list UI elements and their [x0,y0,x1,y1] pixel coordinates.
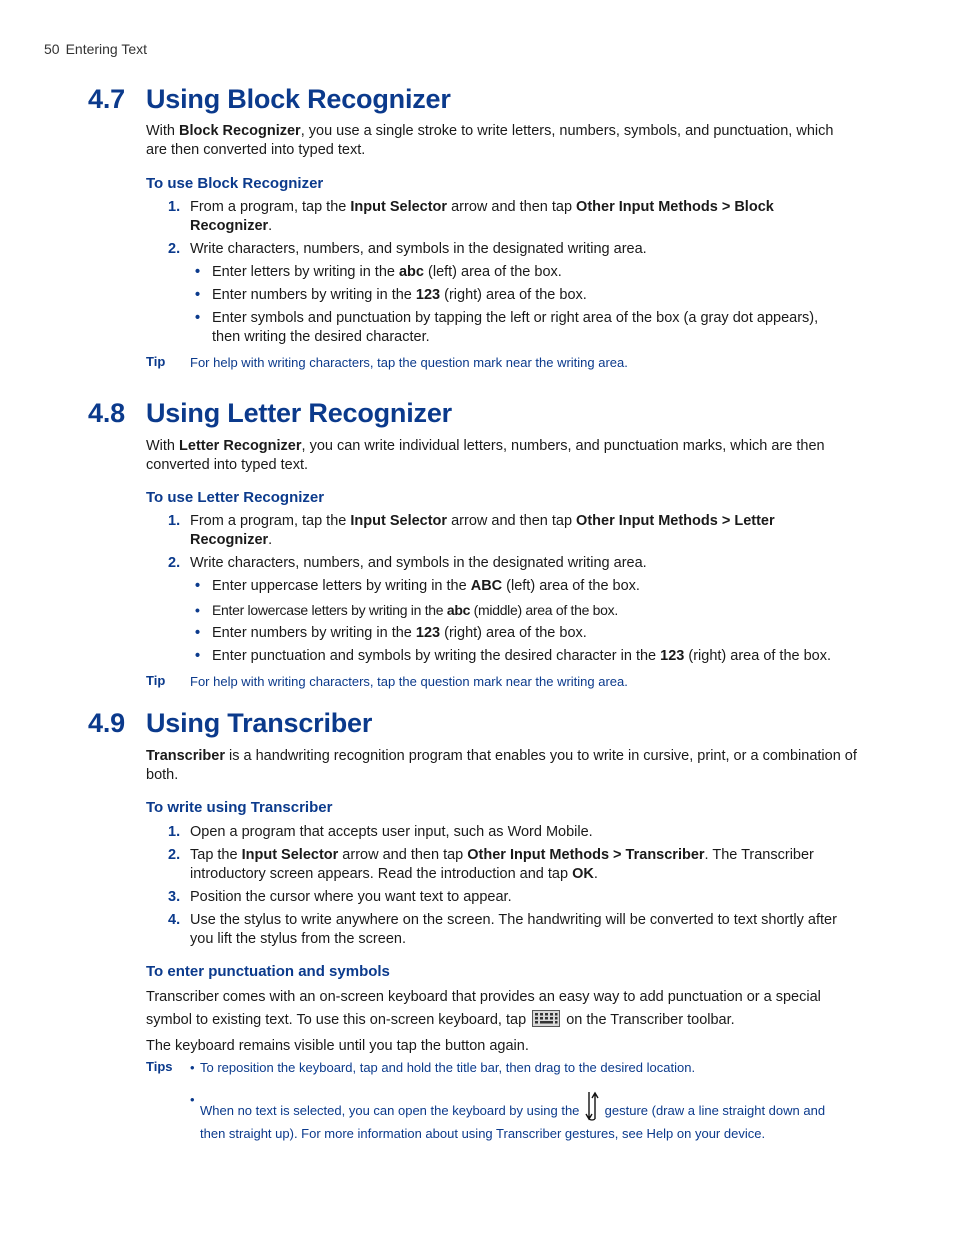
step-item: 1. From a program, tap the Input Selector arrow and then tap Other Input Methods > Letter Recognizer. [168,513,775,548]
tips-label: Tips [146,1059,173,1074]
procedure-title: To use Letter Recognizer [146,489,325,506]
tip-label: Tip [146,354,166,369]
step-item: 1. Open a program that accepts user input, such as Word Mobile. [168,824,593,840]
procedure-title: To use Block Recognizer [146,175,324,192]
bullet-item: • Enter symbols and punctuation by tapping the left or right area of the box (a gray dot appears), then writing the desired character. [195,310,819,345]
bullet-item: • Enter punctuation and symbols by writing the desired character in the 123 (right) area of the box. [195,648,832,664]
keyboard-icon [532,1010,560,1035]
down-up-gesture-icon [585,1091,599,1125]
tip-text: For help with writing characters, tap the question mark near the writing area. [190,355,628,370]
step-item: 1. From a program, tap the Input Selector arrow and then tap Other Input Methods > Block Recognizer. [168,199,774,234]
procedure-title: To write using Transcriber [146,799,333,816]
bullet-item: • Enter numbers by writing in the 123 (right) area of the box. [195,625,587,641]
step-item: 3. Position the cursor where you want text to appear. [168,889,512,905]
intro-paragraph: With Block Recognizer, you use a single stroke to write letters, numbers, symbols, and punctuation, which are then converted into typed text. [146,123,834,158]
bullet-item: • Enter lowercase letters by writing in the abc (middle) area of the box. [195,602,618,618]
intro-paragraph: Transcriber is a handwriting recognition program that enables you to write in cursive, print, or a combination of both. [146,748,857,783]
page-number: 50 [44,41,60,57]
tips-item: • When no text is selected, you can open the keyboard by using the gesture (draw a line straight down and then straight up). For more information about using Transcriber gestures, see Help on your device. [190,1092,826,1141]
step-item: 2. Tap the Input Selector arrow and then tap Other Input Methods > Transcriber. The Transcriber introductory screen appears. Read the introduction and tap OK. [168,847,814,882]
step-item: 2. Write characters, numbers, and symbols in the designated writing area. [168,241,647,257]
bullet-item: • Enter uppercase letters by writing in the ABC (left) area of the box. [195,578,640,594]
bullet-item: • Enter letters by writing in the abc (left) area of the box. [195,264,562,280]
step-item: 2. Write characters, numbers, and symbols in the designated writing area. [168,555,647,571]
section-heading-4-7: 4.7 Using Block Recognizer [88,84,451,114]
step-item: 4. Use the stylus to write anywhere on the screen. The handwriting will be converted to text shortly after you lift the stylus from the screen. [168,912,837,947]
procedure-title: To enter punctuation and symbols [146,963,390,980]
punctuation-paragraph: Transcriber comes with an on-screen keyboard that provides an easy way to add punctuation or a special symbol to existing text. To use this on-screen keyboard, tap on the Transcriber toolbar. The keyboard remains visible until you tap the button again. [146,989,821,1054]
chapter-name: Entering Text [65,41,148,57]
tip-text: For help with writing characters, tap the question mark near the writing area. [190,674,628,689]
tips-item: • To reposition the keyboard, tap and hold the title bar, then drag to the desired location. [190,1060,696,1075]
tip-label: Tip [146,673,166,688]
bullet-item: • Enter numbers by writing in the 123 (right) area of the box. [195,287,587,303]
section-heading-4-8: 4.8 Using Letter Recognizer [88,398,452,428]
intro-paragraph: With Letter Recognizer, you can write individual letters, numbers, and punctuation marks, which are then converted into typed text. [146,438,825,473]
running-header [44,41,147,57]
section-heading-4-9: 4.9 Using Transcriber [88,708,373,738]
